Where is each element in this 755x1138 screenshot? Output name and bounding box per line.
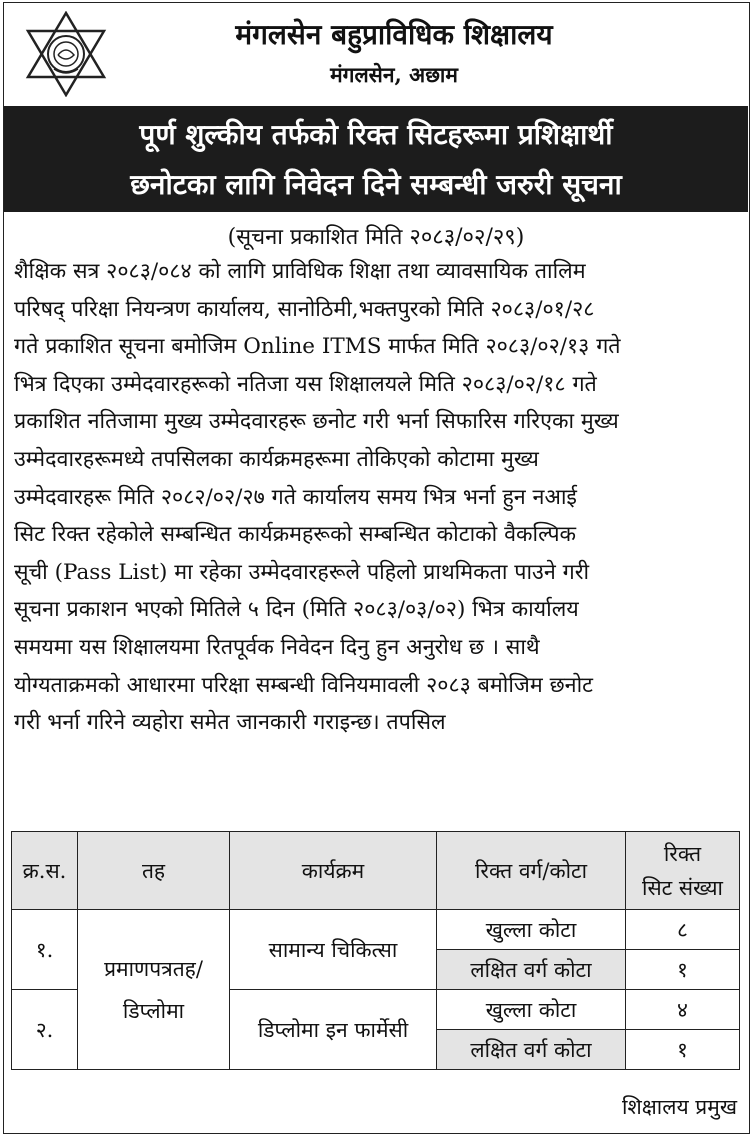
body-line: गते प्रकाशित सूचना बमोजिम Online ITMS मार्फत मिति २०८३/०२/१३ गते [14,334,621,360]
notice-body [14,253,740,742]
header-quota: रिक्त वर्ग/कोटा [437,832,626,910]
body-line: उम्मेदवारहरू मिति २०८२/०२/२७ गते कार्यालय समय भित्र भर्ना हुन नआई [14,484,577,510]
institution-address: मंगलसेन, अछाम [330,62,458,87]
table-header-row [12,832,740,910]
publish-date: (सूचना प्रकाशित मिति २०८३/०२/२९) [227,225,525,250]
cell-program: डिप्लोमा इन फार्मेसी [230,990,437,1070]
vacancy-table [11,831,740,1070]
cell-seats: १ [626,1030,740,1070]
body-line: सिट रिक्त रहेकोले सम्बन्धित कार्यक्रमहरूको सम्बन्धित कोटाको वैकल्पिक [14,522,577,548]
signature: शिक्षालय प्रमुख [622,1095,737,1119]
cell-sn: २. [12,990,78,1070]
cell-program: सामान्य चिकित्सा [230,910,437,990]
body-line: उम्मेदवारहरूमध्ये तपसिलका कार्यक्रमहरूमा तोकिएको कोटामा मुख्य [14,446,539,472]
body-line: भित्र दिएका उम्मेदवारहरूको नतिजा यस शिक्षालयले मिति २०८३/०२/१८ गते [14,371,597,397]
institution-name: मंगलसेन बहुप्राविधिक शिक्षालय [235,18,553,51]
cell-level-line-1: प्रमाणपत्रतह/ [104,956,203,981]
cell-quota: खुल्ला कोटा [437,990,626,1030]
notice-title-line-1: पूर्ण शुल्कीय तर्फको रिक्त सिटहरूमा प्रशिक्षार्थी [139,118,613,151]
notice-title-line-2: छनोटका लागि निवेदन दिने सम्बन्धी जरुरी सूचना [130,168,622,201]
header-sn: क्र.स. [12,832,78,910]
notice-page [3,2,750,1134]
body-line: योग्यताक्रमको आधारमा परिक्षा सम्बन्धी विनियमावली २०८३ बमोजिम छनोट [14,672,593,698]
cell-level [78,910,230,1070]
body-line: परिषद् परिक्षा नियन्त्रण कार्यालय, सानोठिमी,भक्तपुरको मिति २०८३/०१/२८ [14,296,595,322]
cell-quota: खुल्ला कोटा [437,910,626,950]
header-seats-line-1: रिक्त [663,841,702,866]
cell-quota: लक्षित वर्ग कोटा [437,1030,626,1070]
notice-title-banner [4,106,748,212]
cell-seats: ४ [626,990,740,1030]
header-program: कार्यक्रम [230,832,437,910]
cell-seats: १ [626,950,740,990]
table-row [12,910,740,950]
header-level: तह [78,832,230,910]
cell-seats: ८ [626,910,740,950]
header-seats-line-2: सिट संख्या [642,875,723,900]
body-line: समयमा यस शिक्षालयमा रितपूर्वक निवेदन दिनु हुन अनुरोध छ । साथै [14,634,540,660]
header-seats [626,832,740,910]
body-line: शैक्षिक सत्र २०८३/०८४ को लागि प्राविधिक शिक्षा तथा व्यावसायिक तालिम [14,259,586,284]
cell-quota: लक्षित वर्ग कोटा [437,950,626,990]
header [4,3,751,103]
star-emblem-icon [18,11,114,97]
cell-level-line-2: डिप्लोमा [122,998,185,1023]
body-line: सूची (Pass List) मा रहेका उम्मेदवारहरूले पहिलो प्राथमिकता पाउने गरी [14,559,590,585]
body-line: प्रकाशित नतिजामा मुख्य उम्मेदवारहरू छनोट गरी भर्ना सिफारिस गरिएका मुख्य [14,409,619,435]
body-line: गरी भर्ना गरिने व्यहोरा समेत जानकारी गराइन्छ। तपसिल [14,710,446,736]
body-line: सूचना प्रकाशन भएको मितिले ५ दिन (मिति २०८३/०३/०२) भित्र कार्यालय [14,597,579,623]
cell-sn: १. [12,910,78,990]
